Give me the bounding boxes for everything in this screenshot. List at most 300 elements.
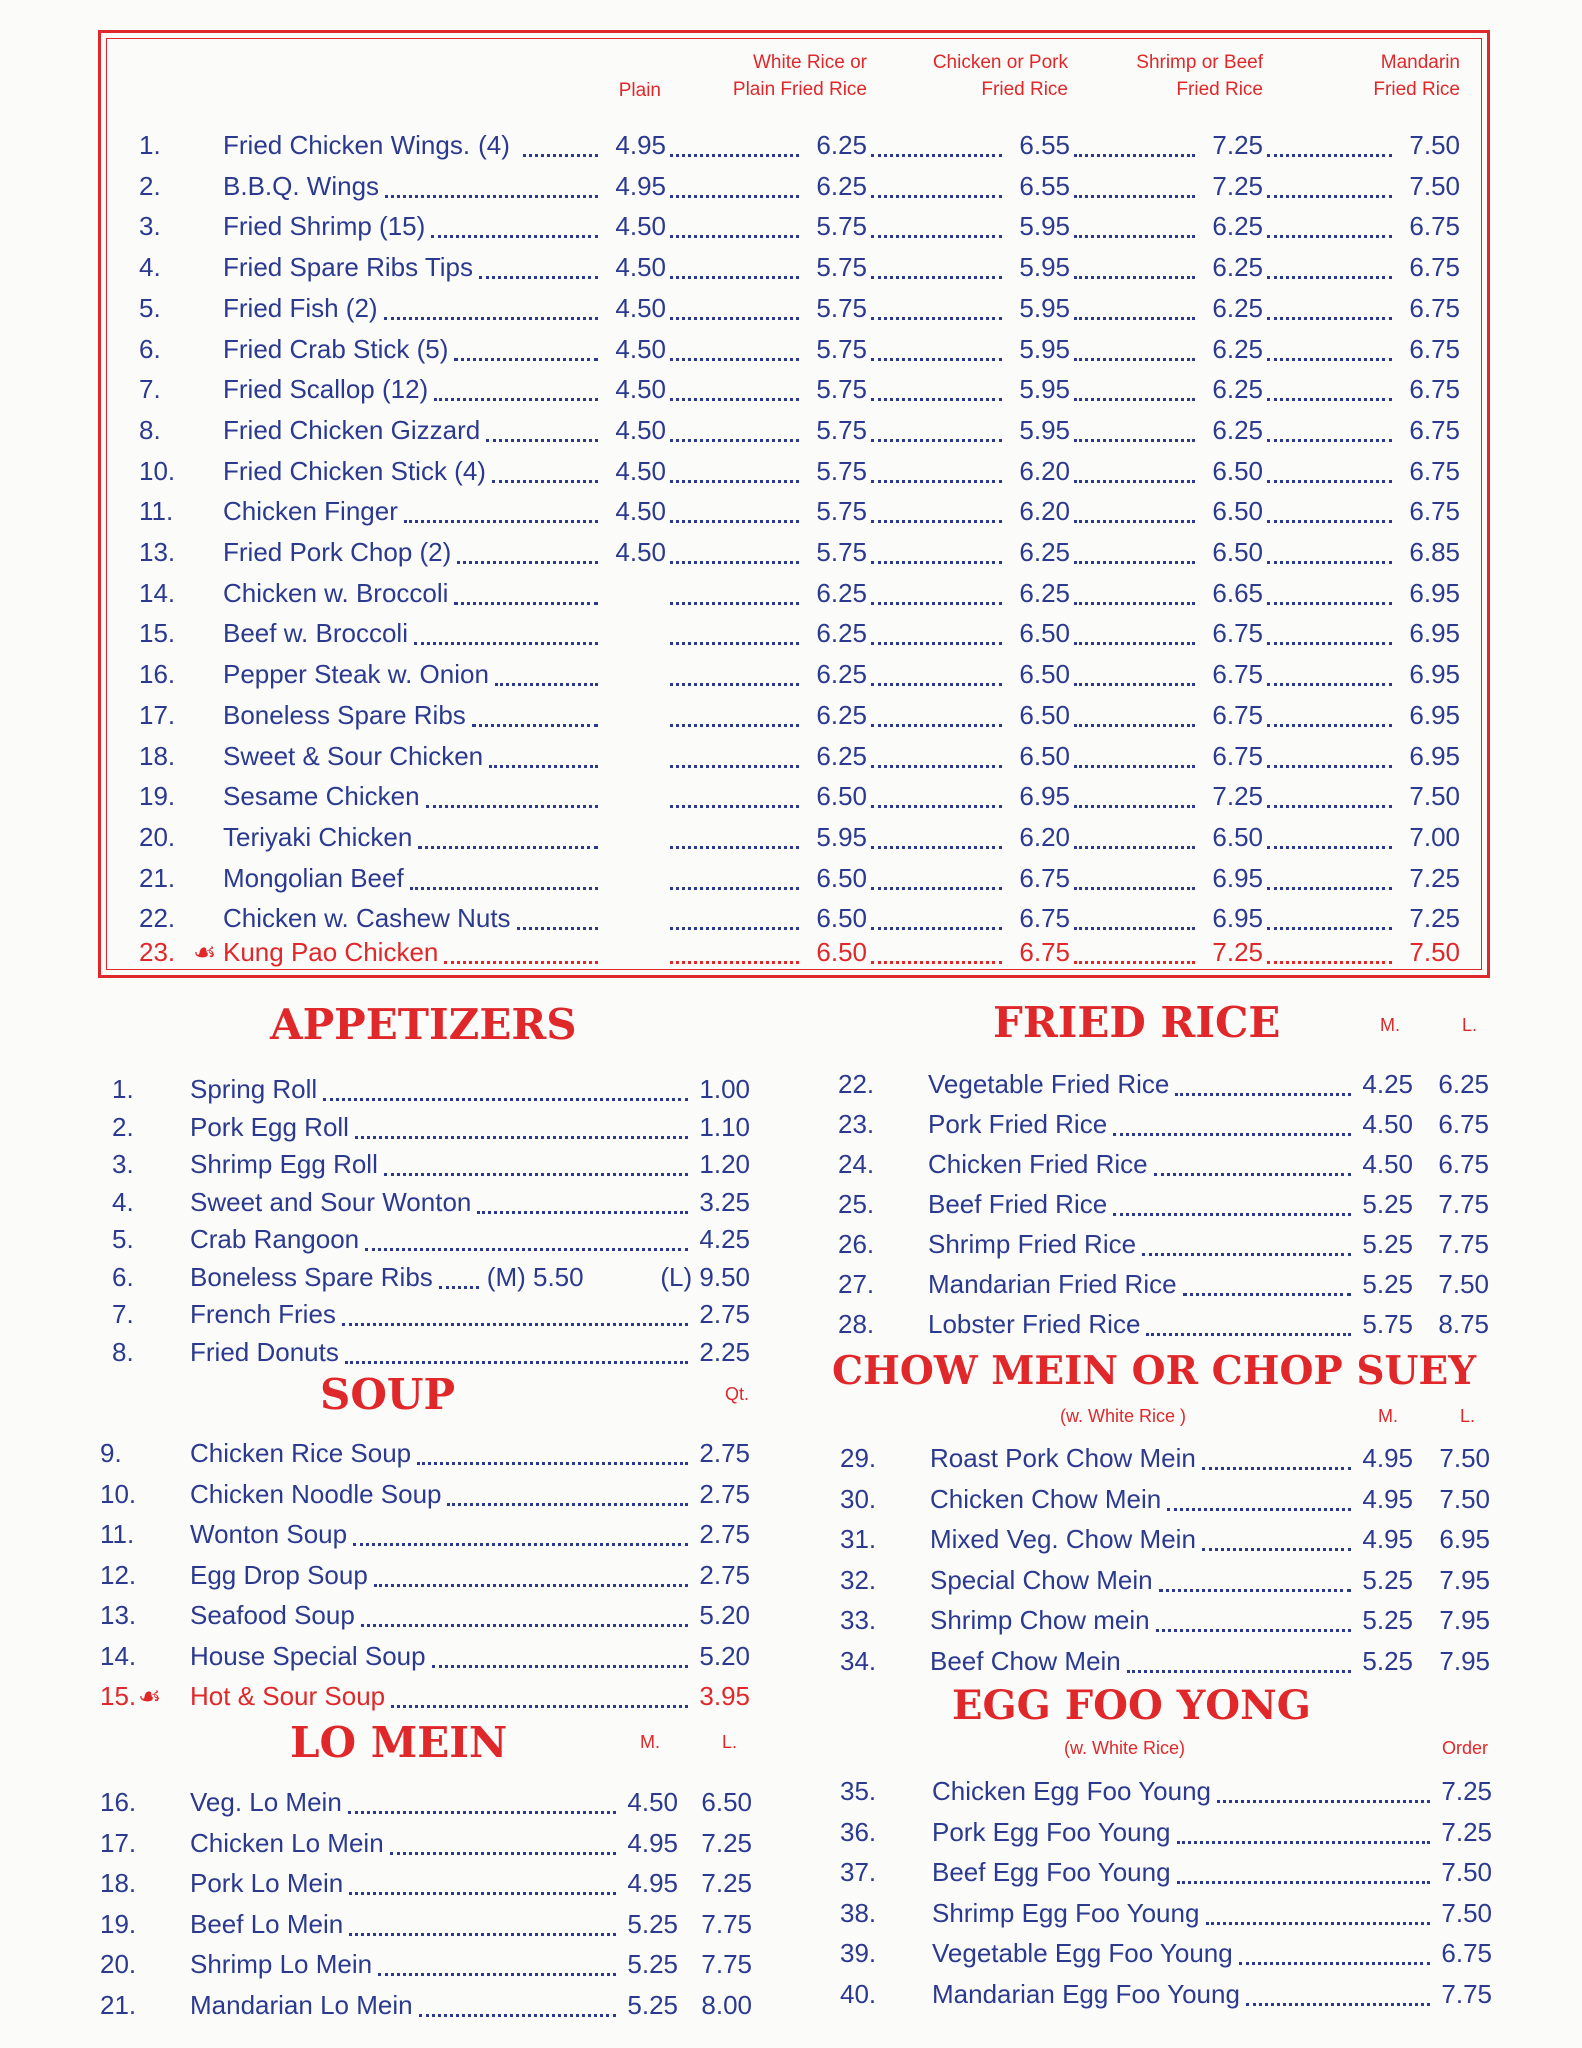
chow-mein-m-label: M.: [1378, 1406, 1398, 1426]
leader-dots: [871, 654, 1002, 686]
price-col-2: 6.25: [816, 740, 867, 771]
item-number: 15.: [139, 618, 176, 649]
leader-dots: [472, 695, 598, 727]
leader-dots: [1146, 1306, 1351, 1336]
price-large: 7.95: [1439, 1605, 1490, 1635]
item-name: Chicken Rice Soup: [190, 1438, 412, 1468]
price-medium: (M) 5.50: [486, 1261, 584, 1292]
item-name: Vegetable Egg Foo Young: [932, 1938, 1233, 1968]
leader-dots: [1074, 410, 1195, 442]
combo-item-row[interactable]: [101, 573, 1487, 613]
price-large: 7.75: [701, 1908, 752, 1939]
price-col-5: 6.85: [1409, 537, 1460, 567]
leader-dots: [454, 329, 598, 361]
leader-dots: [670, 932, 799, 964]
leader-dots: [670, 898, 799, 930]
price-col-3: 5.95: [1019, 414, 1070, 445]
item-price: 3.95: [699, 1681, 750, 1711]
item-price: 7.50: [1441, 1897, 1492, 1928]
fried-rice-row[interactable]: [0, 1066, 1582, 1102]
price-col-3: 6.50: [1019, 699, 1070, 730]
item-name: [223, 532, 451, 572]
leader-dots: [1074, 369, 1195, 401]
price-medium: 4.50: [627, 1787, 678, 1817]
leader-dots: [670, 288, 799, 320]
item-name: [223, 654, 489, 694]
item-number: 18.: [100, 1868, 137, 1898]
item-name-text: Fried Fish (2): [223, 292, 378, 323]
egg-foo-yong-row[interactable]: [0, 1976, 1582, 2012]
item-number: 20.: [139, 821, 176, 852]
price-medium: 5.25: [627, 1989, 678, 2020]
combo-item-row[interactable]: [101, 329, 1487, 369]
fried-rice-row[interactable]: [0, 1146, 1582, 1182]
fried-rice-title: FRIED RICE: [993, 998, 1281, 1047]
leader-dots: [1267, 898, 1392, 930]
price-col-4: 6.50: [1212, 496, 1263, 527]
item-name: [223, 736, 483, 776]
item-name: [223, 410, 480, 450]
leader-dots: [410, 858, 598, 890]
price-large: 6.25: [1438, 1069, 1489, 1099]
price-col-4: 6.50: [1212, 821, 1263, 852]
leader-dots: [1267, 654, 1392, 686]
price-col-5: 6.75: [1409, 455, 1460, 486]
price-col-4: 6.25: [1212, 333, 1263, 364]
item-name: [223, 125, 510, 165]
item-name-text: Fried Shrimp (15): [223, 211, 426, 242]
item-name-text: Fried Spare Ribs Tips: [223, 252, 473, 283]
item-number: 6.: [139, 333, 161, 364]
item-name: Pork Egg Foo Young: [932, 1816, 1171, 1847]
item-number: 25.: [838, 1189, 875, 1219]
leader-dots: [1246, 1976, 1430, 2006]
leader-dots: [1074, 932, 1195, 964]
leader-dots: [517, 898, 598, 930]
leader-dots: [454, 573, 598, 605]
leader-dots: [1267, 613, 1392, 645]
item-name-text: Sweet & Sour Chicken: [223, 740, 484, 771]
item-name-text: Teriyaki Chicken: [223, 821, 413, 852]
combo-item-row[interactable]: [101, 654, 1487, 694]
item-name-text: Mongolian Beef: [223, 862, 404, 893]
leader-dots: [871, 613, 1002, 645]
price-medium: 4.25: [1362, 1069, 1413, 1099]
item-number: 14.: [139, 577, 176, 608]
combo-item-row[interactable]: [101, 288, 1487, 328]
item-name-text: Fried Crab Stick (5): [223, 333, 449, 364]
leader-dots: [1074, 329, 1195, 361]
item-number: 32.: [840, 1564, 877, 1595]
leader-dots: [670, 613, 799, 645]
leader-dots: [670, 817, 799, 849]
price-col-4: 6.25: [1212, 211, 1263, 242]
leader-dots: [391, 1678, 688, 1708]
price-col-4: 7.25: [1212, 170, 1263, 201]
item-number: 2.: [139, 170, 161, 201]
leader-dots: [1217, 1773, 1430, 1803]
price-col-4: 6.75: [1212, 618, 1263, 649]
leader-dots: [1267, 858, 1392, 890]
combo-item-row[interactable]: [101, 125, 1487, 165]
item-name: Egg Drop Soup: [190, 1559, 368, 1590]
egg-foo-yong-order-label: Order: [1442, 1738, 1489, 1758]
leader-dots: [1074, 491, 1195, 523]
chow-mein-row[interactable]: [0, 1440, 1582, 1476]
item-name: Special Chow Mein: [930, 1564, 1153, 1595]
item-number: 4.: [139, 252, 161, 283]
lo-mein-l-label: L.: [722, 1732, 738, 1752]
soup-title: SOUP: [320, 1370, 456, 1419]
leader-dots: [871, 736, 1002, 768]
price-medium: 5.25: [1362, 1645, 1413, 1676]
leader-dots: [1074, 206, 1195, 238]
fried-rice-row[interactable]: [0, 1306, 1582, 1342]
item-name: Shrimp Egg Roll: [190, 1149, 378, 1179]
leader-dots: [1206, 1895, 1430, 1925]
item-number: 7.: [112, 1299, 134, 1329]
combo-item-row[interactable]: [101, 206, 1487, 246]
leader-dots: [871, 369, 1002, 401]
leader-dots: [670, 654, 799, 686]
chow-mein-title: CHOW MEIN OR CHOP SUEY: [832, 1348, 1477, 1394]
leader-dots: [1074, 817, 1195, 849]
item-name: [223, 247, 473, 287]
item-number: 10.: [139, 455, 176, 486]
item-name: Shrimp Egg Foo Young: [932, 1897, 1200, 1928]
combo-item-row[interactable]: [101, 532, 1487, 572]
leader-dots: [1074, 532, 1195, 564]
soup-qt-label: Qt.: [725, 1384, 750, 1404]
leader-dots: [479, 247, 598, 279]
item-price: 6.75: [1441, 1938, 1492, 1968]
price-col-3: 6.50: [1019, 740, 1070, 771]
leader-dots: [385, 166, 598, 198]
item-name: Fried Donuts: [190, 1336, 339, 1367]
price-col-5: 6.95: [1409, 699, 1460, 730]
item-number: 1.: [139, 130, 161, 160]
leader-dots: [1267, 776, 1392, 808]
item-name-text: Fried Chicken Gizzard: [223, 414, 481, 445]
leader-dots: [1267, 329, 1392, 361]
item-name: Roast Pork Chow Mein: [930, 1443, 1196, 1473]
leader-dots: [1202, 1440, 1351, 1470]
item-name: Pork Egg Roll: [190, 1111, 349, 1142]
item-number: 28.: [838, 1309, 875, 1339]
egg-foo-yong-row[interactable]: [0, 1773, 1582, 1809]
item-name: Wonton Soup: [190, 1519, 348, 1549]
price-col-3: 6.20: [1019, 455, 1070, 486]
leader-dots: [426, 776, 598, 808]
combo-item-row[interactable]: [101, 369, 1487, 409]
egg-foo-yong-title: EGG FOO YONG: [952, 1682, 1311, 1729]
item-number: 38.: [840, 1897, 877, 1928]
item-number: 20.: [100, 1949, 137, 1979]
price-medium: 5.75: [1362, 1309, 1413, 1339]
price-col-1: 4.50: [615, 414, 666, 445]
leader-dots: [1267, 695, 1392, 727]
price-col-3: 6.20: [1019, 496, 1070, 527]
combo-item-row[interactable]: [101, 613, 1487, 653]
price-col-4: 6.25: [1212, 374, 1263, 405]
leader-dots: [871, 329, 1002, 361]
item-quantity: (4): [478, 130, 510, 160]
item-number: 29.: [840, 1443, 877, 1473]
price-medium: 5.25: [1362, 1605, 1413, 1635]
price-col-2: 6.25: [816, 618, 867, 649]
item-number: 5.: [112, 1224, 134, 1254]
leader-dots: [670, 532, 799, 564]
leader-dots: [1183, 1266, 1351, 1296]
price-col-4: 6.65: [1212, 577, 1263, 608]
price-col-1: 4.95: [615, 170, 666, 201]
price-medium: 4.95: [627, 1868, 678, 1898]
price-col-1: 4.50: [615, 496, 666, 527]
item-number: 3.: [139, 211, 161, 242]
lo-mein-title: LO MEIN: [290, 1718, 508, 1767]
item-price: 3.25: [699, 1186, 750, 1217]
item-name-text: Chicken w. Cashew Nuts: [223, 903, 511, 934]
leader-dots: [871, 166, 1002, 198]
price-medium: 4.95: [1362, 1483, 1413, 1514]
combo-item-row[interactable]: [101, 817, 1487, 857]
price-col-2: 5.95: [816, 821, 867, 852]
item-price: 2.75: [699, 1559, 750, 1590]
price-col-5: 6.75: [1409, 252, 1460, 283]
chow-mein-row[interactable]: [0, 1562, 1582, 1598]
item-price: 1.10: [699, 1111, 750, 1142]
chow-mein-row[interactable]: [0, 1521, 1582, 1557]
egg-foo-yong-row[interactable]: [0, 1935, 1582, 1971]
item-name: [223, 329, 448, 369]
item-number: 7.: [139, 374, 161, 405]
combo-item-row[interactable]: [101, 695, 1487, 735]
item-name: Veg. Lo Mein: [190, 1787, 342, 1817]
item-name: Seafood Soup: [190, 1600, 355, 1630]
price-medium: 5.25: [1362, 1564, 1413, 1595]
price-col-2: 6.25: [816, 577, 867, 608]
item-price: 2.75: [699, 1438, 750, 1468]
item-name: Sweet and Sour Wonton: [190, 1186, 472, 1217]
leader-dots: [434, 369, 598, 401]
fried-rice-row[interactable]: [0, 1106, 1582, 1142]
item-name-text: Boneless Spare Ribs: [223, 699, 466, 730]
price-col-2: 5.75: [816, 333, 867, 364]
item-name: [223, 695, 466, 735]
price-col-2: 5.75: [816, 374, 867, 405]
price-col-3: 5.95: [1019, 211, 1070, 242]
leader-dots: [384, 288, 598, 320]
fried-rice-m-label: M.: [1380, 1015, 1400, 1035]
lo-mein-m-label: M.: [640, 1732, 660, 1752]
item-name-text: Kung Pao Chicken: [223, 937, 439, 968]
combo-item-row[interactable]: [101, 776, 1487, 816]
price-medium: 5.25: [627, 1908, 678, 1939]
leader-dots: [1267, 369, 1392, 401]
combo-item-row[interactable]: [101, 491, 1487, 531]
item-number: 1.: [112, 1074, 134, 1104]
leader-dots: [670, 573, 799, 605]
item-number: 3.: [112, 1149, 134, 1179]
price-col-5: 7.00: [1409, 821, 1460, 852]
leader-dots: [670, 329, 799, 361]
price-large: 7.95: [1439, 1645, 1490, 1676]
item-name: Chicken Fried Rice: [928, 1149, 1148, 1179]
item-number: 17.: [139, 699, 176, 730]
item-number: 17.: [100, 1827, 137, 1858]
item-name: [223, 491, 398, 531]
price-col-4: 6.50: [1212, 455, 1263, 486]
price-col-2: 5.75: [816, 414, 867, 445]
leader-dots: [1267, 125, 1392, 157]
chow-mein-subtitle: (w. White Rice ): [1060, 1406, 1187, 1426]
leader-dots: [871, 206, 1002, 238]
egg-foo-yong-row[interactable]: [0, 1895, 1582, 1931]
leader-dots: [871, 288, 1002, 320]
price-col-4: 6.95: [1212, 862, 1263, 893]
item-name: Beef Chow Mein: [930, 1645, 1121, 1676]
price-large: 6.50: [701, 1787, 752, 1817]
combo-item-row[interactable]: [101, 410, 1487, 450]
combo-item-row[interactable]: [101, 736, 1487, 776]
combination-plates-box: [98, 30, 1490, 978]
combo-item-row[interactable]: [101, 451, 1487, 491]
leader-dots: [418, 817, 598, 849]
price-col-2: 5.75: [816, 537, 867, 567]
item-number: 19.: [139, 781, 176, 812]
combo-item-row[interactable]: [101, 166, 1487, 206]
item-number: 22.: [139, 903, 176, 934]
leader-dots: [492, 451, 598, 483]
price-col-5: 6.75: [1409, 292, 1460, 323]
leader-dots: [523, 125, 598, 157]
combo-item-row[interactable]: [101, 932, 1487, 972]
leader-dots: [457, 532, 598, 564]
leader-dots: [670, 695, 799, 727]
item-name: [223, 858, 404, 898]
leader-dots: [404, 491, 598, 523]
leader-dots: [871, 451, 1002, 483]
price-large: 7.95: [1439, 1564, 1490, 1595]
price-col-2: 6.50: [816, 903, 867, 934]
price-col-4: 6.25: [1212, 252, 1263, 283]
item-name-text: Fried Chicken Stick (4): [223, 455, 486, 486]
price-col-4: 6.75: [1212, 659, 1263, 690]
price-col-3: 5.95: [1019, 252, 1070, 283]
item-number: 16.: [139, 659, 176, 690]
leader-dots: [1267, 817, 1392, 849]
price-col-5: 7.50: [1409, 781, 1460, 812]
price-col-1: 4.95: [615, 130, 666, 160]
price-col-4: 7.25: [1212, 130, 1263, 160]
price-large: 6.75: [1438, 1149, 1489, 1179]
item-name: House Special Soup: [190, 1640, 426, 1671]
chow-mein-row[interactable]: [0, 1481, 1582, 1517]
item-name: Lobster Fried Rice: [928, 1309, 1141, 1339]
item-name: [223, 613, 408, 653]
item-name: Chicken Egg Foo Young: [932, 1776, 1211, 1806]
price-large: (L) 9.50: [660, 1261, 750, 1292]
price-large: 7.50: [1438, 1269, 1489, 1299]
price-col-5: 6.95: [1409, 577, 1460, 608]
item-number: 39.: [840, 1938, 877, 1968]
fried-rice-row[interactable]: [0, 1186, 1582, 1222]
item-name: Shrimp Chow mein: [930, 1605, 1150, 1635]
price-large: 7.25: [701, 1827, 752, 1858]
item-name: Beef Egg Foo Young: [932, 1857, 1171, 1887]
item-name-text: Sesame Chicken: [223, 781, 420, 812]
fried-rice-row[interactable]: [0, 1266, 1582, 1302]
egg-foo-yong-row[interactable]: [0, 1814, 1582, 1850]
item-price: 2.75: [699, 1519, 750, 1549]
price-medium: 4.95: [1362, 1524, 1413, 1554]
price-col-3: 6.55: [1019, 130, 1070, 160]
price-col-3: 5.95: [1019, 374, 1070, 405]
price-col-2: 6.25: [816, 699, 867, 730]
price-col-4: 6.95: [1212, 903, 1263, 934]
price-col-2: 5.75: [816, 252, 867, 283]
item-name: Beef Lo Mein: [190, 1908, 344, 1939]
price-large: 6.95: [1439, 1524, 1490, 1554]
price-col-3: 6.75: [1019, 862, 1070, 893]
chow-mein-row[interactable]: [0, 1643, 1582, 1679]
leader-dots: [1074, 451, 1195, 483]
leader-dots: [670, 736, 799, 768]
fried-rice-row[interactable]: [0, 1226, 1582, 1262]
price-large: 7.50: [1439, 1443, 1490, 1473]
price-large: 8.00: [701, 1989, 752, 2020]
leader-dots: [871, 410, 1002, 442]
price-col-5: 7.50: [1409, 170, 1460, 201]
leader-dots: [1074, 858, 1195, 890]
price-col-4: 6.75: [1212, 699, 1263, 730]
egg-foo-yong-row[interactable]: [0, 1854, 1582, 1890]
item-price: 2.25: [699, 1336, 750, 1367]
leader-dots: [1074, 288, 1195, 320]
item-price: 2.75: [699, 1478, 750, 1509]
price-col-1: 4.50: [615, 292, 666, 323]
price-col-3: 6.25: [1019, 537, 1070, 567]
item-number: 16.: [100, 1787, 137, 1817]
leader-dots: [670, 125, 799, 157]
leader-dots: [871, 491, 1002, 523]
leader-dots: [1154, 1146, 1351, 1176]
item-number: 18.: [139, 740, 176, 771]
combo-item-row[interactable]: [101, 247, 1487, 287]
chow-mein-row[interactable]: [0, 1602, 1582, 1638]
price-col-5: 6.95: [1409, 740, 1460, 771]
leader-dots: [495, 654, 598, 686]
leader-dots: [489, 736, 598, 768]
leader-dots: [1177, 1854, 1430, 1884]
item-number: 27.: [838, 1269, 875, 1299]
item-number: 31.: [840, 1524, 877, 1554]
price-col-4: 6.25: [1212, 292, 1263, 323]
soup-row[interactable]: [0, 1678, 1582, 1714]
item-price: 2.75: [699, 1299, 750, 1329]
price-col-3: 6.25: [1019, 577, 1070, 608]
leader-dots: [1267, 573, 1392, 605]
price-col-4: 6.75: [1212, 740, 1263, 771]
price-col-3: 6.55: [1019, 170, 1070, 201]
combo-item-row[interactable]: [101, 858, 1487, 898]
item-name: Mandarian Fried Rice: [928, 1269, 1177, 1299]
price-col-4: 7.25: [1212, 937, 1263, 968]
price-col-2: 6.50: [816, 781, 867, 812]
item-name-text: Fried Pork Chop (2): [223, 537, 452, 567]
item-name: Chicken Noodle Soup: [190, 1478, 442, 1509]
price-medium: 4.95: [627, 1827, 678, 1858]
